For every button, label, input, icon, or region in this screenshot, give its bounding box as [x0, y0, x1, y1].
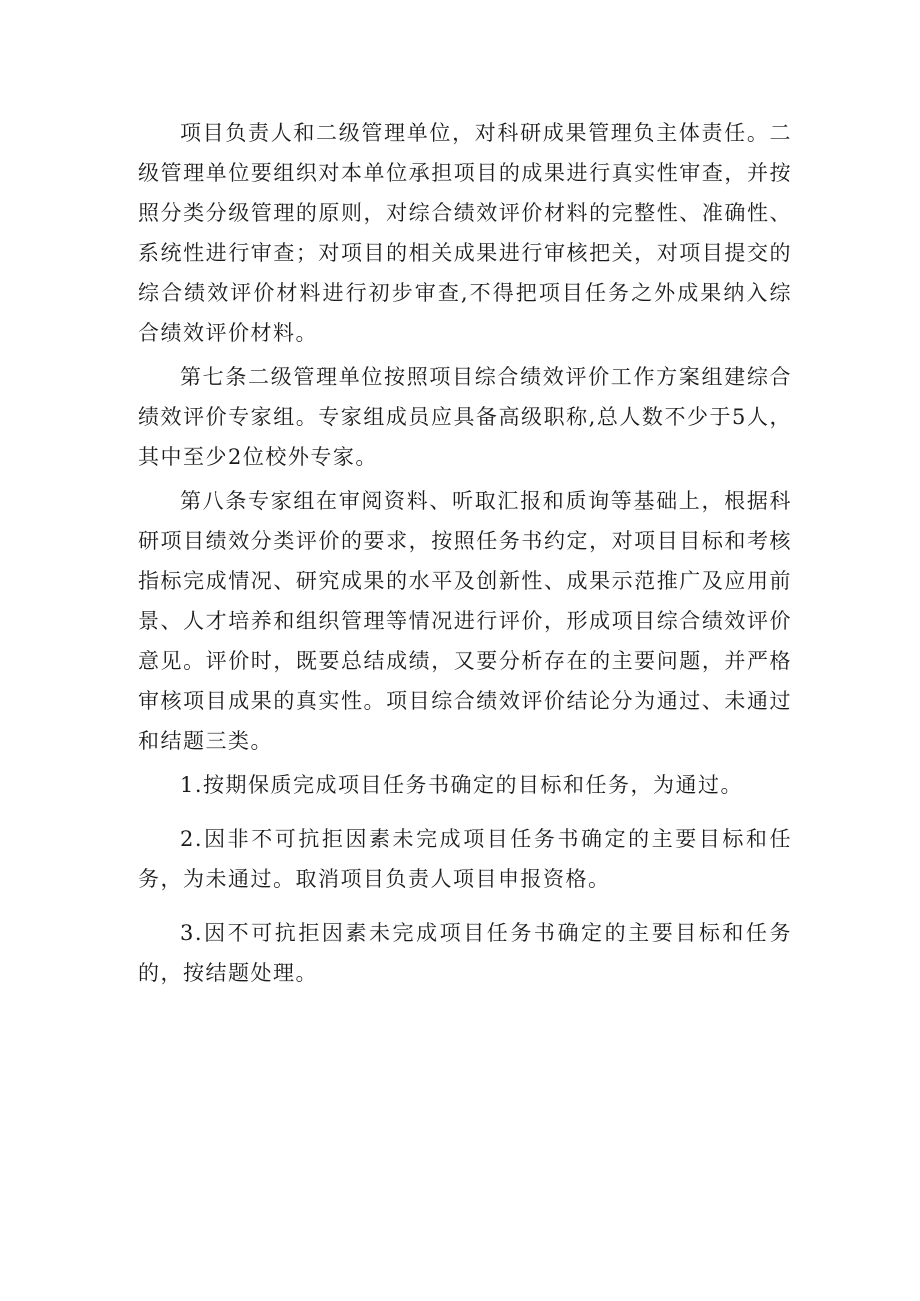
list-item-fail: 2.因非不可抗拒因素未完成项目任务书确定的主要目标和任务，为未通过。取消项目负责人项目申报资格。 — [138, 827, 792, 891]
paragraph-article-8: 第八条专家组在审阅资料、听取汇报和质询等基础上，根据科研项目绩效分类评价的要求，按照任务书约定，对项目目标和考核指标完成情况、研究成果的水平及创新性、成果示范推广及应用前景、人才培养和组织管理等情况进行评价，形成项目综合绩效评价意见。评价时，既要总结成绩，又要分析存在的主要问题，并严格审核项目成果的真实性。项目综合绩效评价结论分为通过、未通过和结题三类。 — [138, 489, 792, 753]
list-item-pass: 1.按期保质完成项目任务书确定的目标和任务，为通过。 — [180, 773, 744, 797]
paragraph-article-7: 第七条二级管理单位按照项目综合绩效评价工作方案组建综合绩效评价专家组。专家组成员应具备高级职称,总人数不少于5人，其中至少2位校外专家。 — [138, 365, 792, 469]
list-item-conclude: 3.因不可抗拒因素未完成项目任务书确定的主要目标和任务的，按结题处理。 — [138, 921, 792, 985]
document-body — [138, 113, 792, 1007]
paragraph-responsibility: 项目负责人和二级管理单位，对科研成果管理负主体责任。二级管理单位要组织对本单位承担项目的成果进行真实性审查，并按照分类分级管理的原则，对综合绩效评价材料的完整性、准确性、系统性进行审查；对项目的相关成果进行审核把关，对项目提交的综合绩效评价材料进行初步审查,不得把项目任务之外成果纳入综合绩效评价材料。 — [138, 121, 792, 345]
